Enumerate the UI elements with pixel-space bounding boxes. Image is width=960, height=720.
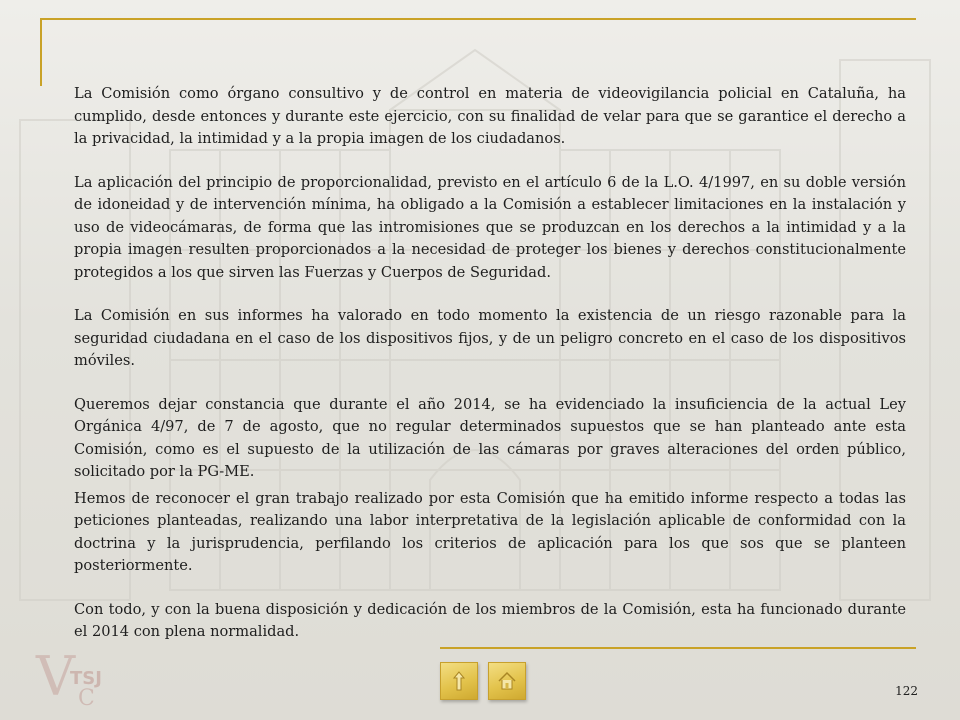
- paragraph-6: Con todo, y con la buena disposición y dedicación de los miembros de la Comisión, esta ha funcionado durante el 2014 con plena normalidad.: [74, 600, 906, 640]
- frame-left-rule: [40, 18, 42, 86]
- home-button[interactable]: [488, 662, 526, 700]
- paragraph-3: La Comisión en sus informes ha valorado en todo momento la existencia de un riesgo razonable para la seguridad ciudadana en el caso de los dispositivos fijos, y de un peligro concreto en el caso de los dispositivos móviles.: [74, 307, 906, 369]
- tsj-logo: V TSJ C: [36, 645, 102, 711]
- back-button[interactable]: [440, 662, 478, 700]
- paragraph-2: La aplicación del principio de proporcionalidad, previsto en el artículo 6 de la L.O. 4/1997, en su doble versión de idoneidad y de intervención mínima, ha obligado a la Comisión a establecer limitaciones en la instalación y uso de videocámaras, de forma que las intromisiones que se produzcan en los derechos a la intimidad y a la propia imagen resulten proporcionados a la necesidad de proteger los bienes y derechos constitucionalmente protegidos a los que sirven las Fuerzas y Cuerpos de Seguridad.: [74, 173, 906, 281]
- paragraph-5: Hemos de reconocer el gran trabajo realizado por esta Comisión que ha emitido informe respecto a todas las peticiones planteadas, realizando una labor interpretativa de la legislación aplicable de conformidad con la doctrina y la jurisprudencia, perfilando los criterios de aplicación para los que sos que se planteen posteriormente.: [74, 489, 906, 574]
- home-icon: [496, 670, 518, 692]
- paragraph-1: La Comisión como órgano consultivo y de control en materia de videovigilancia policial en Cataluña, ha cumplido, desde entonces y durante este ejercicio, con su finalidad de velar para que se garantice el derecho a la privacidad, la intimidad y a la propia imagen de los ciudadanos.: [74, 85, 906, 147]
- back-icon: [449, 670, 469, 692]
- frame-bottom-rule: [440, 647, 916, 649]
- page-number: 122: [895, 684, 918, 698]
- document-body: [74, 83, 906, 665]
- frame-top-rule: [40, 18, 916, 20]
- paragraph-4: Queremos dejar constancia que durante el año 2014, se ha evidenciado la insuficiencia de la actual Ley Orgánica 4/97, de 7 de agosto, que no regular determinados supuestos que se han planteado ante esta Comisión, como es el supuesto de la utilización de las cámaras por graves alteraciones del orden público, solicitado por la PG-ME.: [74, 395, 906, 480]
